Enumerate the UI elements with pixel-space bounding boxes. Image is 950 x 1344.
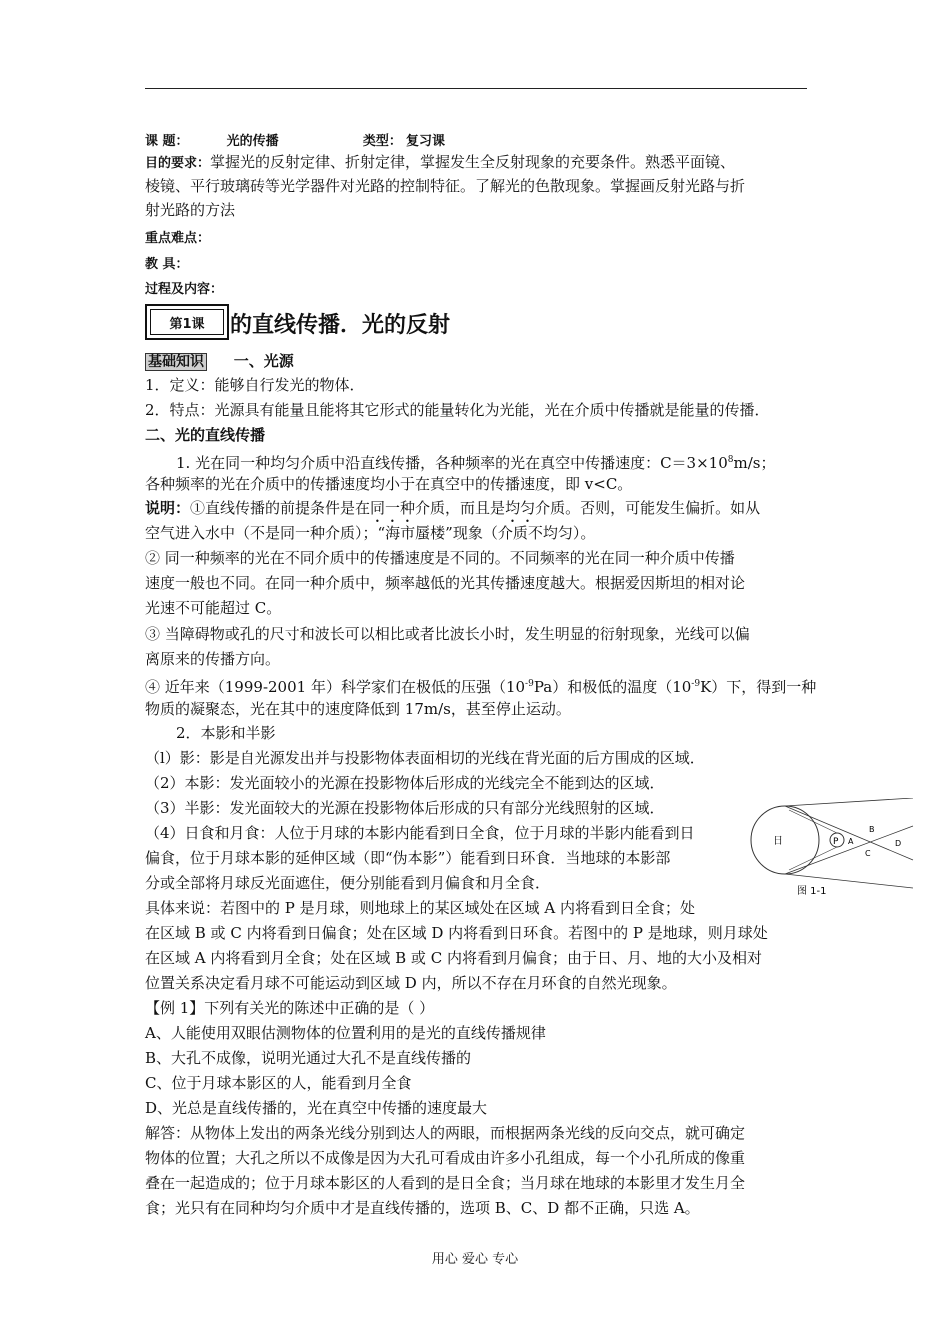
basic-knowledge-tag: 基础知识 [145,353,207,371]
note2-line1: ② 同一种频率的光在不同介质中的传播速度是不同的。不同频率的光在同一种介质中传播 [145,549,735,567]
example-stem: 【例 1】下列有关光的陈述中正确的是（ ） [145,999,435,1017]
eclipse-line2: 偏食，位于月球本影的延伸区域（即“伪本影”）能看到日环食．当地球的本影部 [145,849,671,867]
goal-line-1: 目的要求：掌握光的反射定律、折射定律，掌握发生全反射现象的充要条件。熟悉平面镜、 [145,153,736,171]
tools: 教 具： [145,257,189,272]
eclipse-line3: 分或全部将月球反光面遮住，便分别能看到月偏食和月全食． [145,874,551,892]
shadow-heading: 2．本影和半影 [176,724,276,742]
example-option-a: A、人能使用双眼估测物体的位置利用的是光的直线传播规律 [145,1024,546,1042]
goal-line-3: 射光路的方法 [145,201,236,219]
note1-line1: 说明：①直线传播的前提条件是在同一种介质，而且是均匀介质。否则，可能发生偏折。如从 [145,499,761,517]
goal-label: 目的要求： [145,156,211,171]
section1-item2: 2．特点：光源具有能量且能将其它形式的能量转化为光能，光在介质中传播就是能量的传播． [145,401,770,419]
example-option-c: C、位于月球本影区的人，能看到月全食 [145,1074,412,1092]
section1-heading-row [145,350,294,373]
detail-line4: 位置关系决定看月球不可能运动到区域 D 内，所以不存在月环食的自然光现象。 [145,974,677,992]
topic-label: 课 题： [145,134,189,149]
detail-line1: 具体来说：若图中的 P 是月球，则地球上的某区域处在区域 A 内将看到日全食；处 [145,899,696,917]
key-points: 重点难点： [145,231,211,246]
label-a: A [848,837,854,846]
shadow-item3: （3）半影：发光面较大的光源在投影物体后形成的只有部分光线照射的区域． [145,799,665,817]
process-label: 过程及内容： [145,282,224,297]
answer-line1: 解答：从物体上发出的两条光线分别到达人的两眼，而根据两条光线的反向交点，就可确定 [145,1124,746,1142]
answer-line4: 食；光只有在同种均匀介质中才是直线传播的，选项 B、C、D 都不正确，只选 A。 [145,1199,700,1217]
example-option-d: D、光总是直线传播的，光在真空中传播的速度最大 [145,1099,488,1117]
label-c: C [865,849,871,858]
lesson-title: 的直线传播．光的反射 [230,313,451,338]
note2-line2: 速度一般也不同。在同一种介质中，频率越低的光其传播速度越大。根据爱因斯坦的相对论 [145,574,746,592]
label-s: 日 [773,836,783,847]
note3-line2: 离原来的传播方向。 [145,650,281,668]
type-label: 类型： [362,134,402,149]
eclipse-diagram [745,798,915,898]
lesson-box-label: 第1课 [150,309,224,335]
answer-line2: 物体的位置；大孔之所以不成像是因为大孔可看成由许多小孔组成，每一个小孔所成的像重 [145,1149,746,1167]
example-option-b: B、大孔不成像，说明光通过大孔不是直线传播的 [145,1049,472,1067]
note4-line2: 物质的凝聚态，光在其中的速度降低到 17m/s，甚至停止运动。 [145,700,571,718]
note1-line2: 空气进入水中（不是同一种介质）；“海市蜃楼”现象（介质不均匀）。 [145,524,596,542]
section2-p1-line2: 各种频率的光在介质中的传播速度均小于在真空中的传播速度，即 v<C。 [145,475,633,493]
label-b: B [869,825,875,834]
section2-heading: 二、光的直线传播 [145,426,266,444]
label-p: P [833,837,839,847]
section1-heading: 一、光源 [233,352,294,370]
section1-item1: 1．定义：能够自行发光的物体． [145,376,365,394]
shadow-item1: （l）影：影是自光源发出并与投影物体表面相切的光线在背光面的后方围成的区域． [145,749,705,767]
figure-caption: 图 1-1 [797,886,827,897]
detail-line3: 在区域 A 内将看到月全食；处在区域 B 或 C 内将看到月偏食；由于日、月、地的大小及相对 [145,949,762,967]
note4-line1: ④ 近年来（1999-2001 年）科学家们在极低的压强$(10^{-9}Pa)$和极低的温度$(10^{-9}K)$下，得到一种 [145,678,817,696]
answer-line3: 叠在一起造成的；位于月球本影区的人看到的是日全食；当月球在地球的本影里才发生月全 [145,1174,746,1192]
detail-line2: 在区域 B 或 C 内将看到日偏食；处在区域 D 内将看到日环食。若图中的 P 是地球，则月球处 [145,924,768,942]
note2-line3: 光速不可能超过 C。 [145,599,282,617]
goal-line-2: 棱镜、平行玻璃砖等光学器件对光路的控制特征。了解光的色散现象。掌握画反射光路与折 [145,177,746,195]
header-rule [145,88,807,89]
note3-line1: ③ 当障碍物或孔的尺寸和波长可以相比或者比波长小时，发生明显的衍射现象，光线可以偏 [145,625,750,643]
page-footer: 用心 爱心 专心 [431,1252,519,1267]
type-value: 复习课 [405,134,445,149]
topic-value: 光的传播 [226,134,279,149]
section2-p1-line1: 1. 光在同一种均匀介质中沿直线传播，各种频率的光在真空中传播速度：$C=3\times 10^8m/s$； [176,454,776,472]
eclipse-line1: （4）日食和月食：人位于月球的本影内能看到日全食，位于月球的半影内能看到日 [145,824,695,842]
lesson-box [145,304,229,340]
label-d: D [895,839,902,848]
shadow-item2: （2）本影：发光面较小的光源在投影物体后形成的光线完全不能到达的区域． [145,774,665,792]
topic-row [145,130,445,149]
